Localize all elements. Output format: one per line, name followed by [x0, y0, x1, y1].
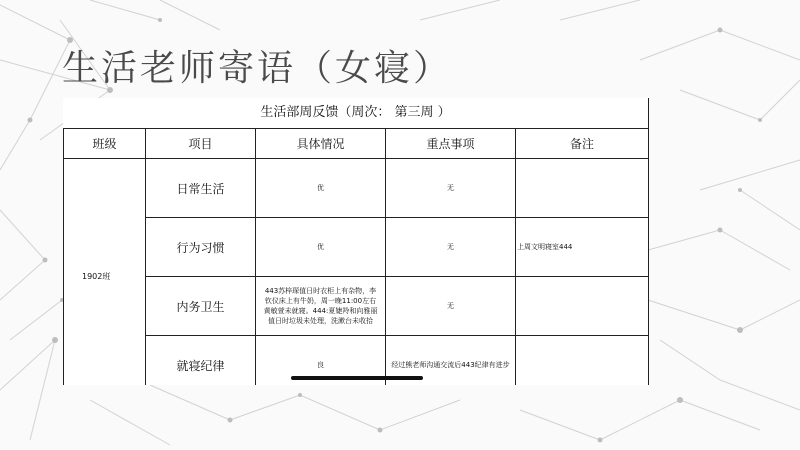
item-cell: 内务卫生 [146, 277, 256, 336]
note-cell [516, 159, 649, 218]
item-cell: 日常生活 [146, 159, 256, 218]
item-cell: 就寝纪律 [146, 336, 256, 386]
note-cell: 上周文明寝室444 [516, 218, 649, 277]
detail-cell: 优 [256, 218, 386, 277]
note-cell [516, 277, 649, 336]
column-header-detail: 具体情况 [256, 129, 386, 159]
feedback-table [63, 128, 649, 385]
note-cell [516, 336, 649, 386]
table-caption: 生活部周反馈（周次： 第三周 ） [63, 98, 648, 129]
horizontal-scrollbar[interactable] [291, 376, 423, 380]
detail-cell: 良 [256, 336, 386, 386]
table-header-row [64, 129, 649, 159]
table-row [64, 277, 649, 336]
column-header-class: 班级 [64, 129, 146, 159]
feedback-table-card [63, 98, 649, 385]
key-point-cell: 无 [386, 277, 516, 336]
table-row [64, 159, 649, 218]
table-row [64, 218, 649, 277]
column-header-key-point: 重点事项 [386, 129, 516, 159]
detail-cell: 443苏梓琛值日时衣柜上有杂物，李钦仪床上有牛奶，周一晚11:00左右黄敏萱未就寝。444:夏婕羚和向雅丽值日时垃圾未处理，洗漱台未收拾 [256, 277, 386, 336]
item-cell: 行为习惯 [146, 218, 256, 277]
detail-cell: 优 [256, 159, 386, 218]
column-header-item: 项目 [146, 129, 256, 159]
key-point-cell: 无 [386, 159, 516, 218]
key-point-cell: 无 [386, 218, 516, 277]
slide-title: 生活老师寄语（女寝） [62, 48, 453, 89]
column-header-note: 备注 [516, 129, 649, 159]
class-cell: 1902班 [64, 159, 146, 386]
key-point-cell: 经过熊老师沟通交流后443纪律有进步 [386, 336, 516, 386]
